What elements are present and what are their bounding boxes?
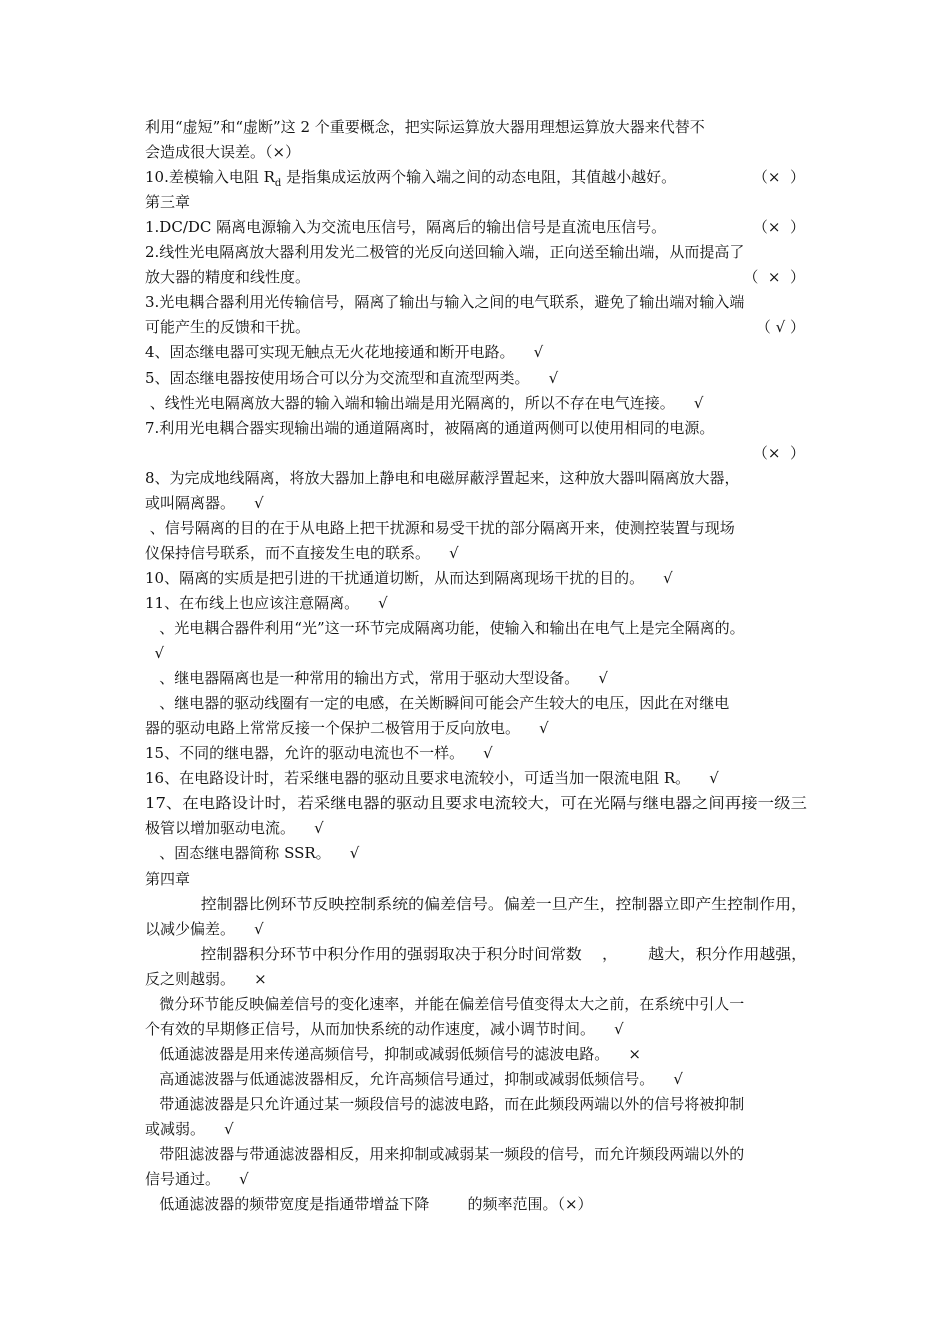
text-line [145,167,676,187]
text-line: 或叫隔离器。 √ [145,494,264,512]
text-line: 低通滤波器的频带宽度是指通带增益下降 的频率范围。（×） [145,1195,593,1213]
text-line: 或减弱。 √ [145,1120,234,1138]
text-line: 4、固态继电器可实现无触点无火花地接通和断开电路。 √ [145,343,544,361]
text-line: 7.利用光电耦合器实现输出端的通道隔离时，被隔离的通道两侧可以使用相同的电源。 [145,419,715,437]
text-line: 反之则越弱。 × [145,970,267,988]
text-line: 微分环节能反映偏差信号的变化速率，并能在偏差信号值变得太大之前，在系统中引人一 [145,995,745,1013]
text-line: 会造成很大误差。（×） [145,143,301,161]
text-line: 以减少偏差。 √ [145,920,264,938]
text-line: 2.线性光电隔离放大器利用发光二极管的光反向送回输入端，正向送至输出端，从而提高了 [145,243,745,261]
text-line: 第四章 [145,870,191,888]
text-line: 11、在布线上也应该注意隔离。 √ [145,594,388,612]
text-line: 16、在电路设计时，若采继电器的驱动且要求电流较小，可适当加一限流电阻 R。 √ [145,769,719,787]
text-line: 带阻滤波器与带通滤波器相反，用来抑制或减弱某一频段的信号，而允许频段两端以外的 [145,1145,745,1163]
text-line: √ [145,644,165,662]
answer-mark: （× ） [752,168,805,186]
subscript: d [274,178,282,189]
text-line: 极管以增加驱动电流。 √ [145,819,324,837]
text-line: 、继电器的驱动线圈有一定的电感，在关断瞬间可能会产生较大的电压，因此在对继电 [145,694,730,712]
text-line: 高通滤波器与低通滤波器相反，允许高频信号通过，抑制或减弱低频信号。 √ [145,1070,683,1088]
text-line: 第三章 [145,193,191,211]
text-line: 放大器的精度和线性度。 [145,268,311,286]
answer-mark: （× ） [752,444,805,462]
text-line: 控制器积分环节中积分作用的强弱取决于积分时间常数 ， 越大，积分作用越强， [145,945,807,963]
text-line: 低通滤波器是用来传递高频信号，抑制或减弱低频信号的滤波电路。 × [145,1045,641,1063]
text-line: 个有效的早期修正信号，从而加快系统的动作速度，减小调节时间。 √ [145,1020,624,1038]
text-line: 15、不同的继电器，允许的驱动电流也不一样。 √ [145,744,493,762]
text-line: 带通滤波器是只允许通过某一频段信号的滤波电路，而在此频段两端以外的信号将被抑制 [145,1095,745,1113]
text-line: 3.光电耦合器利用光传输信号，隔离了输出与输入之间的电气联系，避免了输出端对输入端 [145,293,745,311]
text-line: 、信号隔离的目的在于从电路上把干扰源和易受干扰的部分隔离开来，使测控装置与现场 [145,519,735,537]
text-line: 控制器比例环节反映控制系统的偏差信号。偏差一旦产生，控制器立即产生控制作用， [145,895,807,913]
answer-mark: （ √ ） [755,318,805,336]
answer-mark: （ × ） [743,268,805,286]
text-segment: 是指集成运放两个输入端之间的动态电阻，其值越小越好。 [281,168,677,186]
text-line: 10、隔离的实质是把引进的干扰通道切断，从而达到隔离现场干扰的目的。 √ [145,569,673,587]
text-line: 信号通过。 √ [145,1170,249,1188]
text-line: 、线性光电隔离放大器的输入端和输出端是用光隔离的，所以不存在电气连接。 √ [145,394,704,412]
text-line: 1.DC/DC 隔离电源输入为交流电压信号，隔离后的输出信号是直流电压信号。 [145,218,667,236]
text-line: 器的驱动电路上常常反接一个保护二极管用于反向放电。 √ [145,719,549,737]
text-line: 5、固态继电器按使用场合可以分为交流型和直流型两类。 √ [145,369,559,387]
text-line: 、固态继电器简称 SSR。 √ [145,844,360,862]
text-line: 8、为完成地线隔离，将放大器加上静电和电磁屏蔽浮置起来，这种放大器叫隔离放大器， [145,469,740,487]
text-line: 17、在电路设计时，若采继电器的驱动且要求电流较大，可在光隔与继电器之间再接一级三 [145,794,807,812]
text-line: 仪保持信号联系，而不直接发生电的联系。 √ [145,544,459,562]
text-line: 、光电耦合器件利用“光”这一环节完成隔离功能，使输入和输出在电气上是完全隔离的。 [145,619,745,637]
text-line: 利用“虚短”和“虚断”这 2 个重要概念，把实际运算放大器用理想运算放大器来代替不 [145,118,705,136]
text-line: 、继电器隔离也是一种常用的输出方式，常用于驱动大型设备。 √ [145,669,608,687]
text-segment: 10.差模输入电阻 R [145,168,275,186]
text-line: 可能产生的反馈和干扰。 [145,318,311,336]
answer-mark: （× ） [752,218,805,236]
